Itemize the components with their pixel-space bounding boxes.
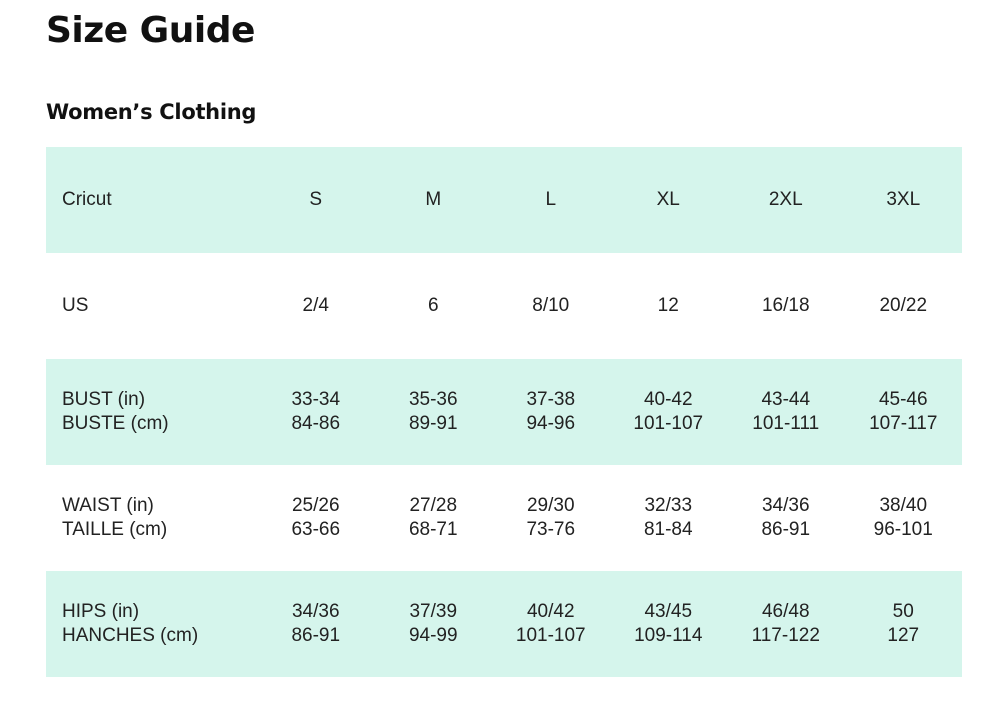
hips-cm-value: 127 <box>887 625 920 646</box>
bust-cell-xl <box>610 359 728 465</box>
size-header-2xl: 2XL <box>727 147 845 253</box>
waist-cm-value: 63-66 <box>291 519 341 540</box>
waist-in-value: 27/28 <box>409 495 458 516</box>
waist-cell-xl <box>610 465 728 571</box>
waist-cm-value: 86-91 <box>761 519 811 540</box>
bust-in-value: 33-34 <box>291 389 341 410</box>
bust-label <box>46 359 257 465</box>
hips-cm-value: 109-114 <box>634 625 703 646</box>
size-header-l: L <box>492 147 610 253</box>
size-header-3xl: 3XL <box>845 147 963 253</box>
hips-in-value: 37/39 <box>409 601 458 622</box>
size-header-xl: XL <box>610 147 728 253</box>
bust-label-in: BUST (in) <box>62 389 146 410</box>
waist-cell-2xl <box>727 465 845 571</box>
bust-cm-value: 84-86 <box>291 413 341 434</box>
waist-in-value: 32/33 <box>644 495 693 516</box>
us-label: US <box>62 295 89 316</box>
size-header-s: S <box>257 147 375 253</box>
bust-cell-3xl <box>845 359 963 465</box>
waist-cell-3xl <box>845 465 963 571</box>
waist-in-value: 25/26 <box>291 495 340 516</box>
brand-label: Cricut <box>46 147 257 253</box>
hips-cell-m <box>375 571 493 677</box>
hips-cell-xl <box>610 571 728 677</box>
bust-cm-value: 94-96 <box>526 413 576 434</box>
us-value-3xl: 20/22 <box>879 295 928 316</box>
waist-label-cm: TAILLE (cm) <box>62 519 168 540</box>
hips-in-value: 50 <box>892 601 914 622</box>
hips-cm-value: 101-107 <box>515 625 586 646</box>
hips-in-value: 46/48 <box>761 601 810 622</box>
waist-cm-value: 81-84 <box>643 519 693 540</box>
hips-label-in: HIPS (in) <box>62 601 140 622</box>
waist-cm-value: 73-76 <box>526 519 576 540</box>
waist-in-value: 34/36 <box>761 495 810 516</box>
us-value-xl: 12 <box>657 295 679 316</box>
waist-cell-s <box>257 465 375 571</box>
hips-in-value: 40/42 <box>526 601 575 622</box>
bust-cell-2xl <box>727 359 845 465</box>
hips-row <box>46 571 962 677</box>
hips-label <box>46 571 257 677</box>
hips-label-cm: HANCHES (cm) <box>62 625 199 646</box>
bust-row <box>46 359 962 465</box>
header-row <box>46 147 962 253</box>
waist-cm-value: 68-71 <box>408 519 458 540</box>
bust-cm-value: 101-111 <box>752 413 820 434</box>
section-title: Women’s Clothing <box>46 100 257 124</box>
waist-row <box>46 465 962 571</box>
us-value-2xl: 16/18 <box>761 295 810 316</box>
bust-in-value: 40-42 <box>643 389 693 410</box>
hips-cm-value: 94-99 <box>408 625 458 646</box>
bust-cm-value: 89-91 <box>408 413 458 434</box>
hips-cell-2xl <box>727 571 845 677</box>
bust-in-value: 45-46 <box>878 389 928 410</box>
waist-cell-l <box>492 465 610 571</box>
waist-cm-value: 96-101 <box>873 519 933 540</box>
bust-in-value: 43-44 <box>761 389 811 410</box>
bust-label-cm: BUSTE (cm) <box>62 413 169 434</box>
waist-in-value: 29/30 <box>526 495 575 516</box>
size-table <box>46 147 962 677</box>
hips-cm-value: 117-122 <box>751 625 820 646</box>
waist-in-value: 38/40 <box>879 495 928 516</box>
us-value-s: 2/4 <box>302 295 329 316</box>
hips-cell-3xl <box>845 571 963 677</box>
bust-cm-value: 101-107 <box>633 413 704 434</box>
waist-label <box>46 465 257 571</box>
waist-label-in: WAIST (in) <box>62 495 154 516</box>
page-title: Size Guide <box>46 10 255 51</box>
hips-in-value: 43/45 <box>644 601 693 622</box>
us-value-m: 6 <box>427 295 439 316</box>
bust-in-value: 35-36 <box>408 389 458 410</box>
us-value-l: 8/10 <box>532 295 570 316</box>
hips-cell-s <box>257 571 375 677</box>
bust-cell-l <box>492 359 610 465</box>
waist-cell-m <box>375 465 493 571</box>
hips-cm-value: 86-91 <box>291 625 341 646</box>
us-row <box>46 253 962 359</box>
size-header-m: M <box>375 147 493 253</box>
bust-cell-s <box>257 359 375 465</box>
bust-in-value: 37-38 <box>526 389 576 410</box>
hips-in-value: 34/36 <box>291 601 340 622</box>
hips-cell-l <box>492 571 610 677</box>
bust-cell-m <box>375 359 493 465</box>
bust-cm-value: 107-117 <box>869 413 938 434</box>
